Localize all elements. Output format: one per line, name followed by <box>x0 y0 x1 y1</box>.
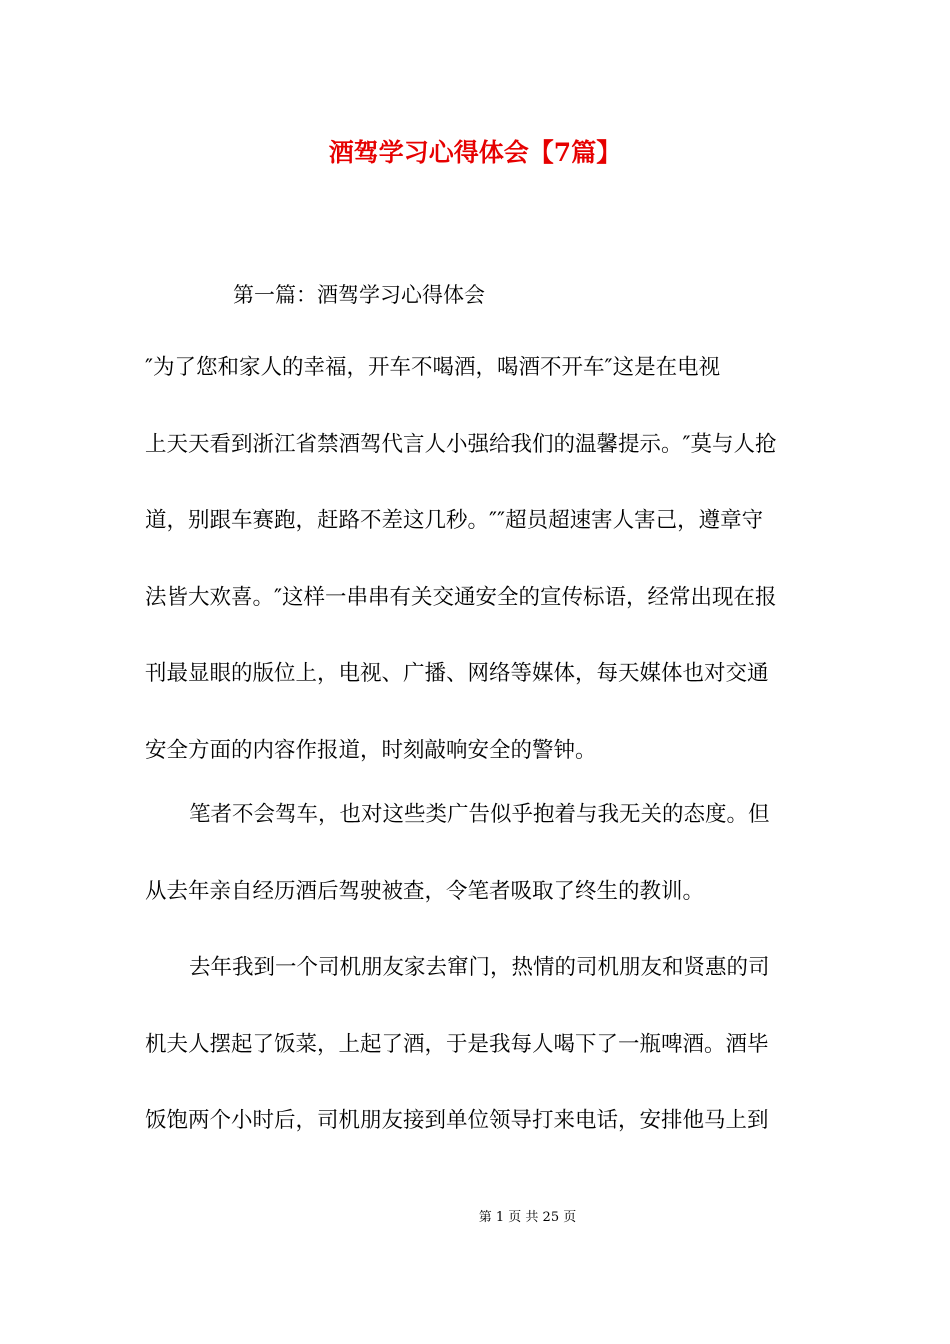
text-line: 从去年亲自经历酒后驾驶被查，令笔者吸取了终生的教训。 <box>145 878 705 904</box>
text-line: 笔者不会驾车，也对这些类广告似乎抱着与我无关的态度。但 <box>189 802 770 827</box>
paragraph-1 <box>145 330 805 789</box>
text-line: 道，别跟车赛跑，赶路不差这几秒。″″超员超速害人害己，遵章守 <box>145 508 764 533</box>
paragraph-3 <box>145 930 805 1160</box>
document-title: 酒驾学习心得体会【7篇】 <box>328 138 622 167</box>
paragraph-2 <box>145 777 805 930</box>
text-line: 上天天看到浙江省禁酒驾代言人小强给我们的温馨提示。″莫与人抢 <box>145 431 777 457</box>
text-line: 安全方面的内容作报道，时刻敲响安全的警钟。 <box>145 737 597 763</box>
text-line: 机夫人摆起了饭菜，上起了酒，于是我每人喝下了一瓶啤酒。酒毕 <box>145 1031 769 1057</box>
text-line: 去年我到一个司机朋友家去窜门，热情的司机朋友和贤惠的司 <box>189 955 770 980</box>
text-line: 法皆大欢喜。″这样一串串有关交通安全的宣传标语，经常出现在报 <box>145 584 777 610</box>
page-number-footer: 第 1 页 共 25 页 <box>478 1210 577 1225</box>
section-heading: 第一篇：酒驾学习心得体会 <box>233 283 485 307</box>
text-line: 刊最显眼的版位上，电视、广播、网络等媒体，每天媒体也对交通 <box>145 661 769 686</box>
text-line: 饭饱两个小时后，司机朋友接到单位领导打来电话，安排他马上到 <box>145 1108 769 1133</box>
text-line: ″为了您和家人的幸福，开车不喝酒，喝酒不开车″这是在电视 <box>145 355 721 380</box>
